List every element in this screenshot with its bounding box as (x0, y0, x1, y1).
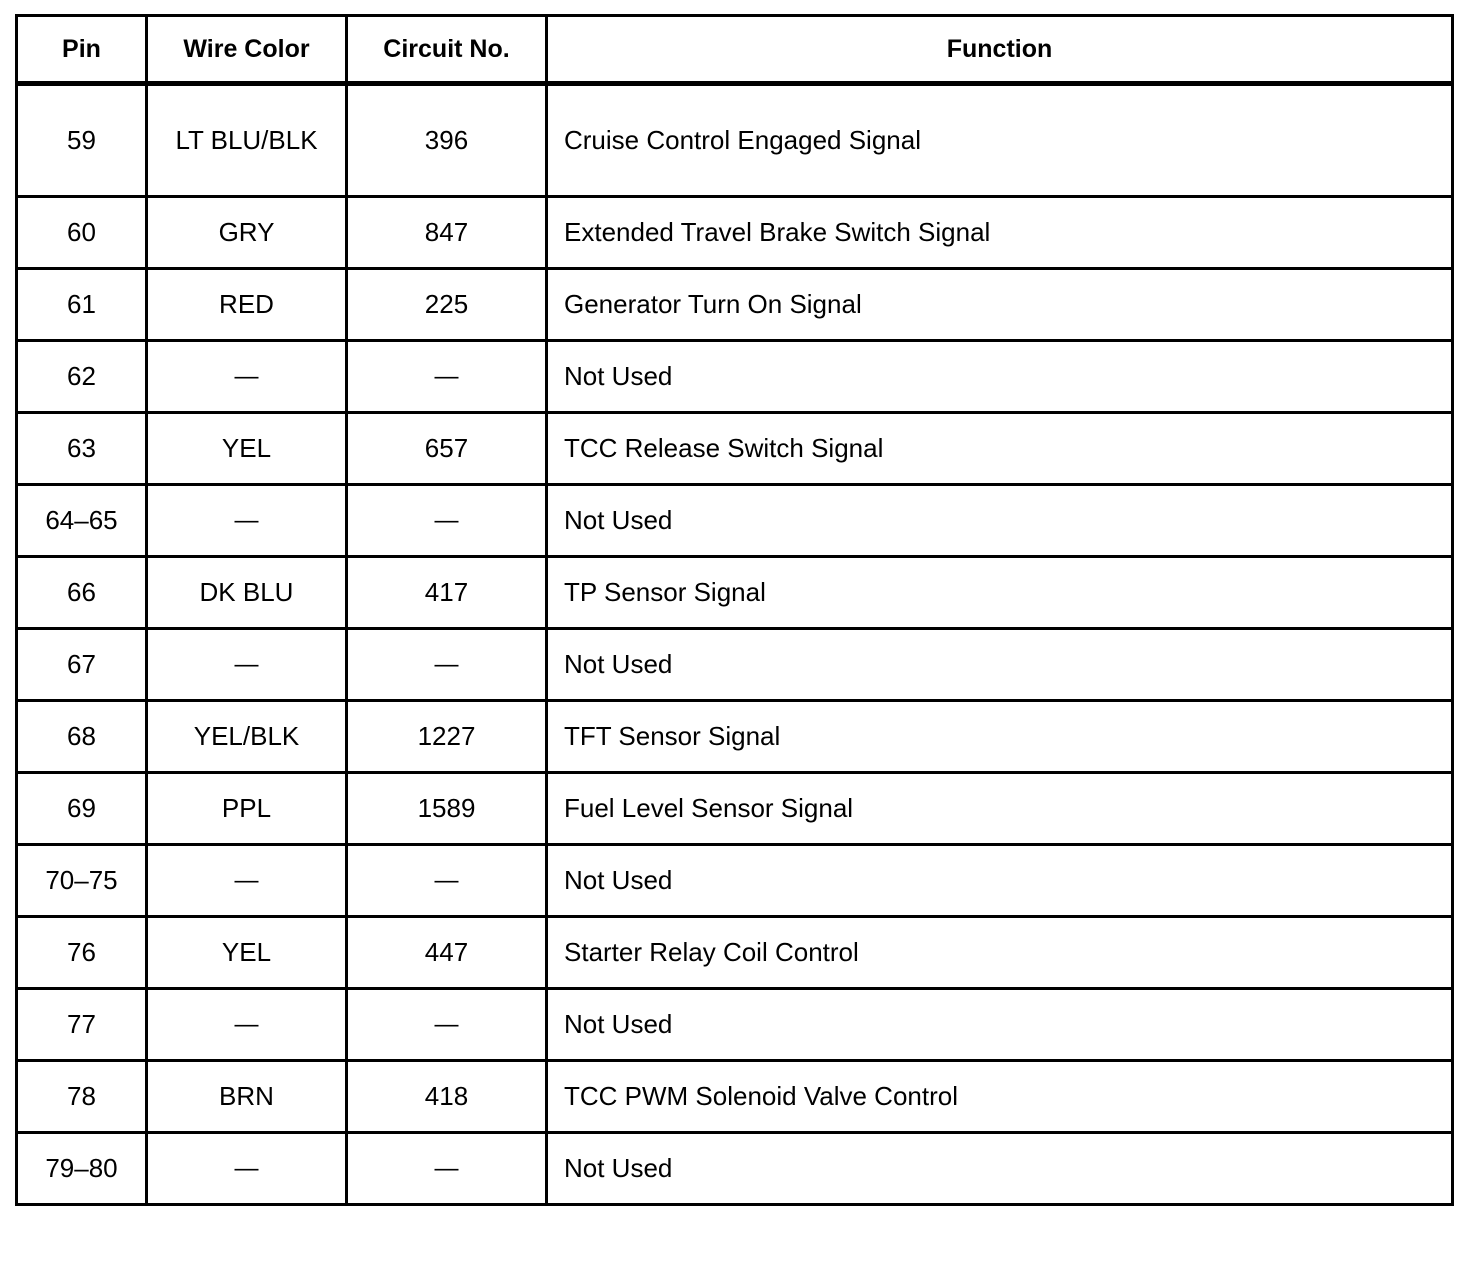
circuit-cell: 1589 (347, 773, 547, 845)
pin-cell: 60 (17, 197, 147, 269)
wire-color-cell: DK BLU (147, 557, 347, 629)
table-row (17, 773, 1453, 845)
function-cell: Not Used (547, 341, 1453, 413)
function-cell: Fuel Level Sensor Signal (547, 773, 1453, 845)
header-circuit-no: Circuit No. (347, 16, 547, 84)
table-header (17, 16, 1453, 84)
circuit-cell: 418 (347, 1061, 547, 1133)
wire-color-cell: — (147, 341, 347, 413)
table-row (17, 557, 1453, 629)
function-cell: TCC Release Switch Signal (547, 413, 1453, 485)
circuit-cell: — (347, 341, 547, 413)
table-row (17, 845, 1453, 917)
wire-color-cell: YEL/BLK (147, 701, 347, 773)
pin-cell: 77 (17, 989, 147, 1061)
table-row (17, 341, 1453, 413)
pin-cell: 67 (17, 629, 147, 701)
header-pin: Pin (17, 16, 147, 84)
circuit-cell: 225 (347, 269, 547, 341)
function-cell: Cruise Control Engaged Signal (547, 84, 1453, 197)
function-cell: Not Used (547, 485, 1453, 557)
connector-pinout-table (15, 14, 1454, 1206)
function-cell: TCC PWM Solenoid Valve Control (547, 1061, 1453, 1133)
wire-color-cell: PPL (147, 773, 347, 845)
wire-color-cell: — (147, 1133, 347, 1205)
circuit-cell: 417 (347, 557, 547, 629)
circuit-cell: — (347, 485, 547, 557)
wire-color-cell: LT BLU/BLK (147, 84, 347, 197)
wire-color-cell: RED (147, 269, 347, 341)
wire-color-cell: — (147, 485, 347, 557)
pin-cell: 62 (17, 341, 147, 413)
wire-color-cell: — (147, 989, 347, 1061)
function-cell: Not Used (547, 1133, 1453, 1205)
pin-cell: 76 (17, 917, 147, 989)
circuit-cell: 1227 (347, 701, 547, 773)
table-row (17, 84, 1453, 197)
pin-cell: 61 (17, 269, 147, 341)
pin-cell: 69 (17, 773, 147, 845)
circuit-cell: — (347, 629, 547, 701)
header-wire-color: Wire Color (147, 16, 347, 84)
function-cell: Not Used (547, 845, 1453, 917)
wire-color-cell: YEL (147, 917, 347, 989)
circuit-cell: 847 (347, 197, 547, 269)
table-row (17, 413, 1453, 485)
pin-cell: 68 (17, 701, 147, 773)
wire-color-cell: BRN (147, 1061, 347, 1133)
function-cell: Not Used (547, 989, 1453, 1061)
table-row (17, 269, 1453, 341)
pin-cell: 64–65 (17, 485, 147, 557)
function-cell: Not Used (547, 629, 1453, 701)
pin-cell: 70–75 (17, 845, 147, 917)
circuit-cell: — (347, 1133, 547, 1205)
pin-cell: 59 (17, 84, 147, 197)
pin-cell: 79–80 (17, 1133, 147, 1205)
pin-cell: 66 (17, 557, 147, 629)
circuit-cell: 396 (347, 84, 547, 197)
circuit-cell: — (347, 845, 547, 917)
circuit-cell: 447 (347, 917, 547, 989)
table-row (17, 701, 1453, 773)
circuit-cell: 657 (347, 413, 547, 485)
pin-cell: 78 (17, 1061, 147, 1133)
table-row (17, 197, 1453, 269)
wire-color-cell: — (147, 629, 347, 701)
function-cell: Extended Travel Brake Switch Signal (547, 197, 1453, 269)
table-row (17, 989, 1453, 1061)
header-function: Function (547, 16, 1453, 84)
table-row (17, 485, 1453, 557)
table-row (17, 1061, 1453, 1133)
wire-color-cell: — (147, 845, 347, 917)
table-body (17, 84, 1453, 1205)
function-cell: TFT Sensor Signal (547, 701, 1453, 773)
table-row (17, 629, 1453, 701)
table-row (17, 917, 1453, 989)
wire-color-cell: YEL (147, 413, 347, 485)
pin-cell: 63 (17, 413, 147, 485)
wire-color-cell: GRY (147, 197, 347, 269)
function-cell: TP Sensor Signal (547, 557, 1453, 629)
function-cell: Generator Turn On Signal (547, 269, 1453, 341)
circuit-cell: — (347, 989, 547, 1061)
header-row (17, 16, 1453, 84)
table-row (17, 1133, 1453, 1205)
function-cell: Starter Relay Coil Control (547, 917, 1453, 989)
